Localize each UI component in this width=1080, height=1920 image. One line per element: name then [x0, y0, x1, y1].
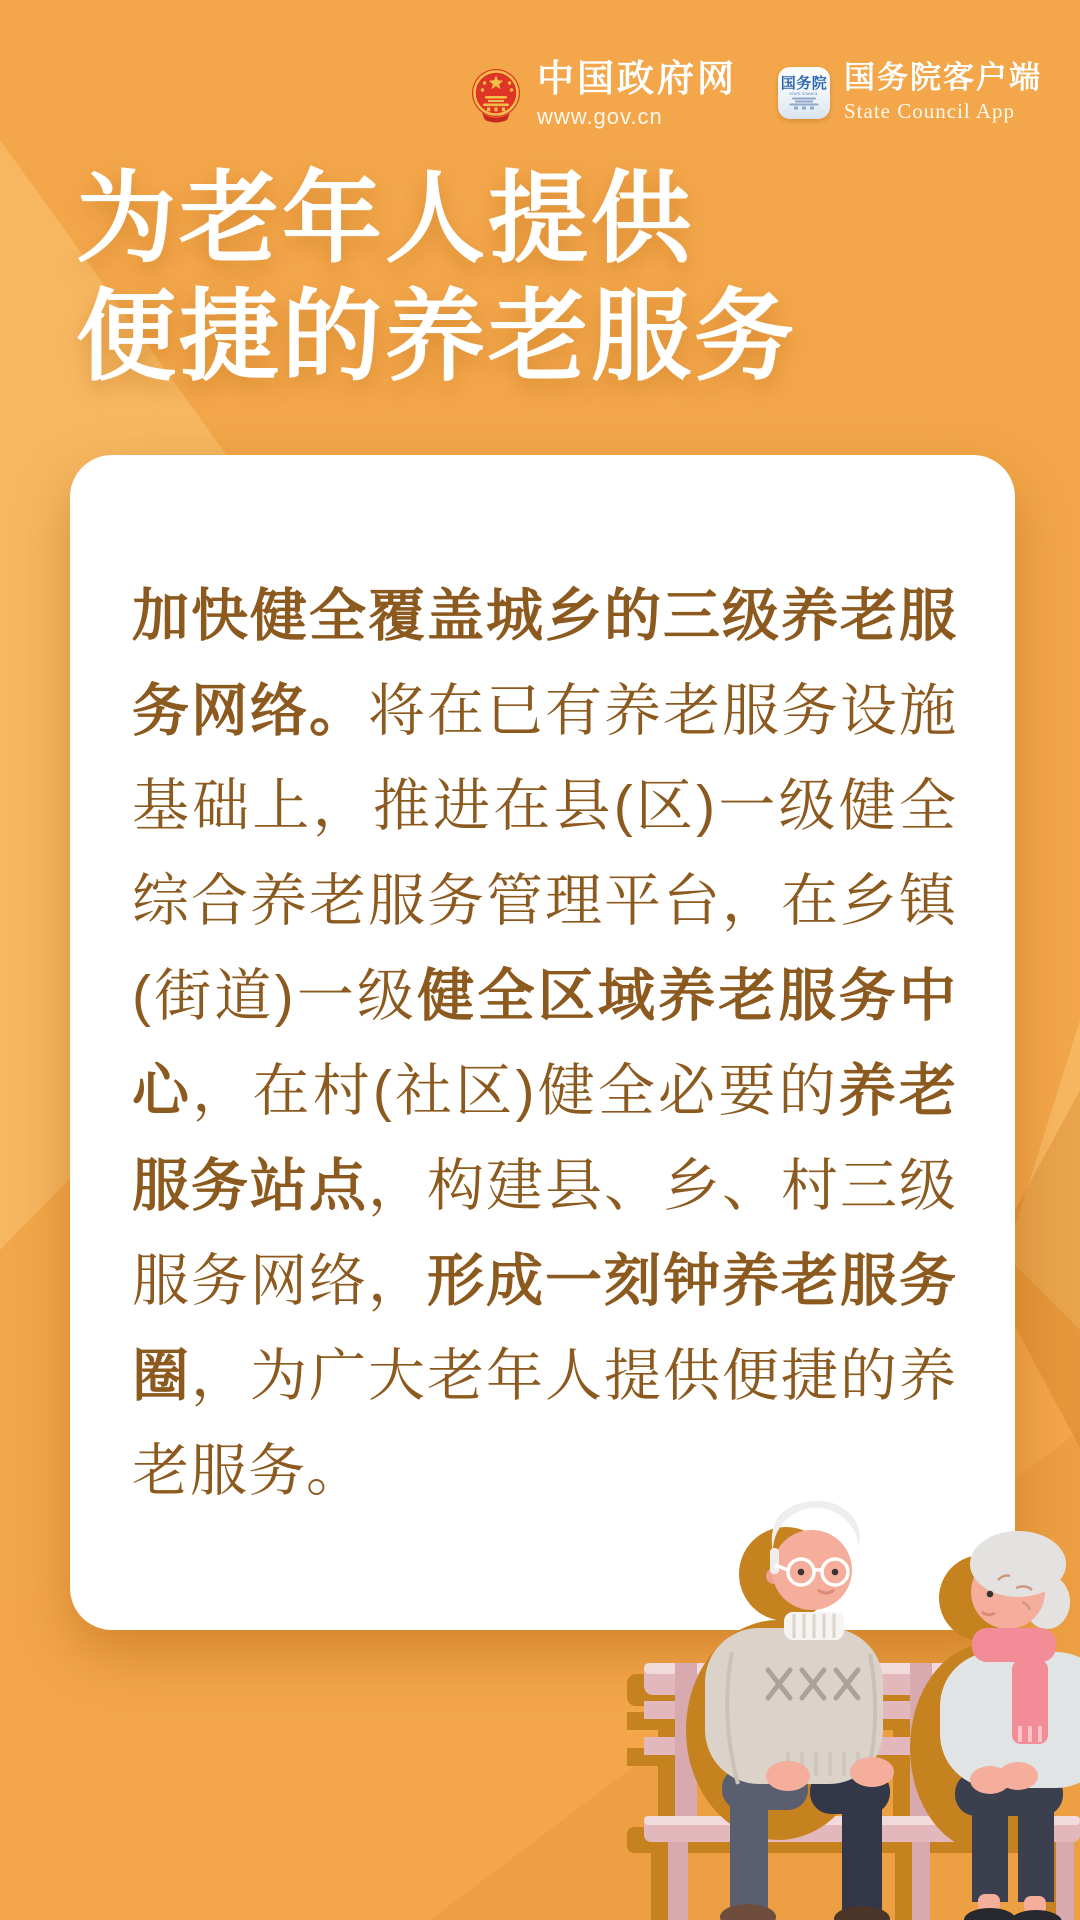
state-council-app-icon: [778, 67, 830, 119]
page-title-line1: 为老年人提供: [76, 163, 694, 275]
scarf-icon: [972, 1628, 1056, 1662]
body-paragraph: [132, 569, 957, 1519]
app-icon-title: 国务院: [780, 74, 828, 92]
gov-cn-logo-text: [537, 60, 737, 130]
gov-cn-name: 中国政府网: [537, 58, 737, 99]
paragraph-segment: 养老服务站点: [132, 1059, 957, 1218]
content-card: [70, 455, 1015, 1630]
page-title-line2: 便捷的养老服务: [76, 281, 797, 393]
tiananmen-building-icon: [788, 97, 820, 110]
national-emblem-icon: [470, 66, 522, 124]
app-subtitle: State Council App: [844, 98, 1015, 123]
paragraph-segment: ，为广大老年人提供便捷的养老服务。: [132, 1344, 957, 1503]
paragraph-segment: 健全区域养老服务中心: [132, 964, 957, 1123]
state-council-app-text: [844, 62, 1042, 124]
elderly-man: [705, 1501, 894, 1920]
state-council-app-logo: [778, 62, 1042, 124]
paragraph-segment: 加快健全覆盖城乡的三级养老服务网络。: [132, 584, 957, 743]
app-name: 国务院客户端: [844, 60, 1042, 95]
elderly-couple-on-bench-illustration: [520, 1480, 1080, 1920]
page-title: [76, 160, 797, 396]
paragraph-segment: ，构建县、乡、村三级服务网络，: [132, 1154, 957, 1313]
gov-cn-logo: [470, 60, 737, 130]
gov-cn-url: www.gov.cn: [537, 103, 663, 129]
app-icon-subtitle: STATE COUNCIL: [789, 91, 819, 96]
paragraph-segment: ，在村(社区)健全必要的: [192, 1059, 839, 1123]
paragraph-segment: 将在已有养老服务设施基础上，推进在县(区)一级健全综合养老服务管理平台，在乡镇(街道)一级: [132, 679, 957, 1028]
paragraph-segment: 形成一刻钟养老服务圈: [132, 1249, 957, 1408]
